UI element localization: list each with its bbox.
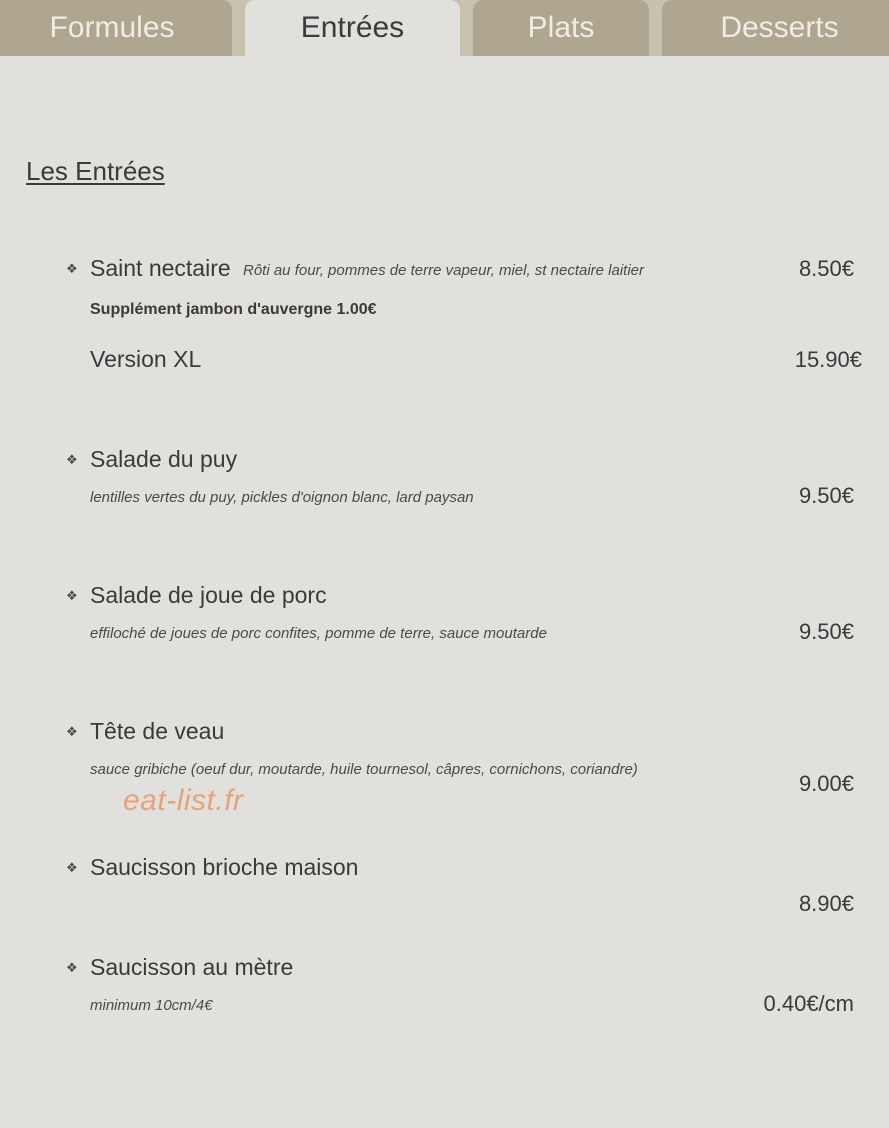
bullet-icon: ❖	[66, 261, 78, 276]
item-name: Saint nectaire	[90, 255, 231, 281]
item-description: minimum 10cm/4€	[90, 997, 213, 1014]
item-supplement: Supplément jambon d'auvergne 1.00€	[90, 301, 377, 318]
item-price: 9.50€	[798, 483, 854, 508]
tab-desserts[interactable]: Desserts	[662, 0, 889, 56]
item-variant-name: Version XL	[90, 346, 202, 372]
item-description: Rôti au four, pommes de terre vapeur, miel, st nectaire laitier	[243, 262, 645, 279]
item-variant-price: 15.90€	[794, 347, 862, 372]
item-price: 9.00€	[798, 771, 854, 796]
item-name: Tête de veau	[90, 718, 225, 744]
bullet-icon: ❖	[66, 960, 78, 975]
item-name: Saucisson au mètre	[90, 954, 294, 980]
tab-formules[interactable]: Formules	[0, 0, 232, 56]
bullet-icon: ❖	[66, 588, 78, 603]
item-price: 8.90€	[798, 891, 854, 916]
item-price: 8.50€	[798, 256, 854, 281]
bullet-icon: ❖	[66, 724, 78, 739]
bullet-icon: ❖	[66, 860, 78, 875]
category-tabs	[0, 0, 889, 56]
item-description: lentilles vertes du puy, pickles d'oignon blanc, lard paysan	[90, 489, 474, 506]
item-description: effiloché de joues de porc confites, pomme de terre, sauce moutarde	[90, 625, 547, 642]
item-description: sauce gribiche (oeuf dur, moutarde, huile tournesol, câpres, cornichons, coriandre)	[90, 761, 638, 778]
watermark-logo: eat-list.fr	[123, 784, 244, 817]
item-name: Saucisson brioche maison	[90, 854, 359, 880]
tab-plats[interactable]: Plats	[473, 0, 649, 56]
item-name: Salade du puy	[90, 446, 238, 472]
section-title: Les Entrées	[26, 156, 165, 186]
tab-entrees[interactable]: Entrées	[245, 0, 460, 56]
item-price: 9.50€	[798, 619, 854, 644]
item-name: Salade de joue de porc	[90, 582, 327, 608]
bullet-icon: ❖	[66, 452, 78, 467]
item-price: 0.40€/cm	[763, 991, 854, 1016]
